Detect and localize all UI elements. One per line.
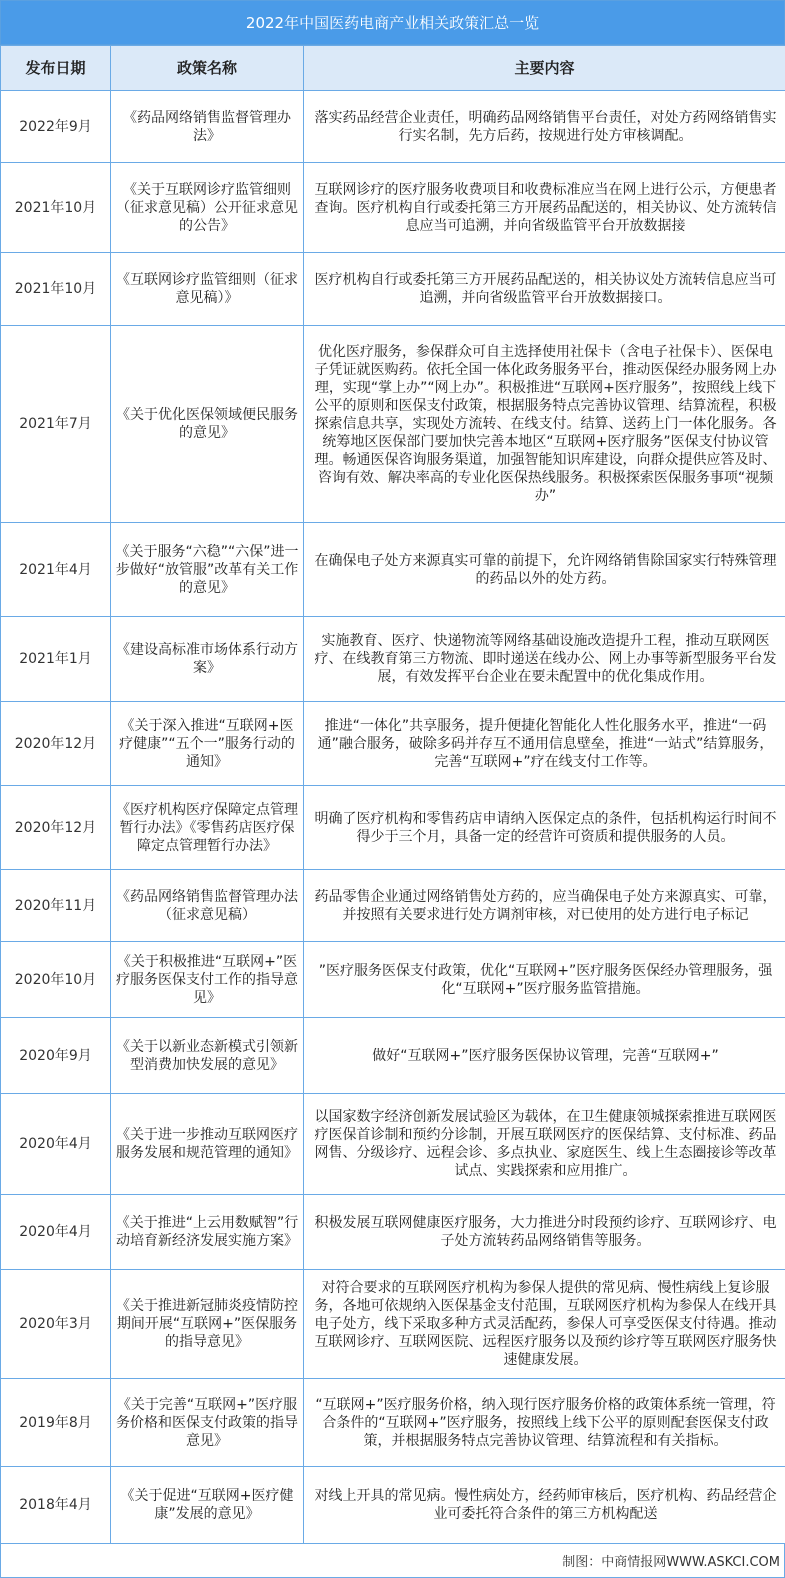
policy-content: 对线上开具的常见病。慢性病处方，经药师审核后，医疗机构、药品经营企业可委托符合条件的第三方机构配送: [304, 1467, 785, 1544]
policy-name: 《关于以新业态新模式引领新型消费加快发展的意见》: [111, 1018, 304, 1094]
policy-content: 药品零售企业通过网络销售处方药的，应当确保电子处方来源真实、可靠，并按照有关要求进行处方调剂审核，对已使用的处方进行电子标记: [304, 870, 785, 942]
table-row: [1, 1270, 785, 1379]
policy-name: 《关于深入推进“互联网+医疗健康”“五个一”服务行动的通知》: [111, 702, 304, 786]
header-row: [1, 46, 785, 91]
table-row: [1, 1379, 785, 1467]
table-row: [1, 91, 785, 163]
policy-content: 优化医疗服务，参保群众可自主选择使用社保卡（含电子社保卡）、医保电子凭证就医购药。依托全国一体化政务服务平台，推动医保经办服务网上办理，实现“掌上办”“网上办”。积极推进“互联网+医疗服务”，按照线上线下公平的原则和医保支付政策，根据服务特点完善协议管理、结算流程，积极探索信息共享，实现处方流转、在线支付。结算、送药上门一体化服务。各统筹地区医保部门要加快完善本地区“互联网+医疗服务”医保支付协议管理。畅通医保咨询服务渠道，加强智能知识库建设，向群众提供应答及时、咨询有效、解决率高的专业化医保热线服务。积极探索医保服务事项“视频办”: [304, 326, 785, 523]
policy-name: 《互联网诊疗监管细则（征求意见稿）》: [111, 253, 304, 326]
policy-date: 2020年11月: [1, 870, 111, 942]
table-row: [1, 1018, 785, 1094]
policy-date: 2022年9月: [1, 91, 111, 163]
policy-name: 《关于积极推进“互联网+”医疗服务医保支付工作的指导意见》: [111, 942, 304, 1018]
policy-content: 推进“一体化”共享服务，提升便捷化智能化人性化服务水平，推进“一码通”融合服务，破除多码并存互不通用信息壁垒，推进“一站式”结算服务，完善“互联网+”疗在线支付工作等。: [304, 702, 785, 786]
policy-content: 实施教育、医疗、快递物流等网络基础设施改造提升工程，推动互联网医疗、在线教育第三方物流、即时递送在线办公、网上办事等新型服务平台发展，有效发挥平台企业在要未配置中的优化集成作用。: [304, 617, 785, 702]
policy-name: 《关于优化医保领域便民服务的意见》: [111, 326, 304, 523]
policy-date: 2020年12月: [1, 702, 111, 786]
table-row: [1, 523, 785, 617]
policy-name: 《关于互联网诊疗监管细则（征求意见稿）公开征求意见的公告》: [111, 163, 304, 253]
policy-content: 在确保电子处方来源真实可靠的前提下，允许网络销售除国家实行特殊管理的药品以外的处方药。: [304, 523, 785, 617]
table-row: [1, 1094, 785, 1195]
table-row: [1, 702, 785, 786]
policy-date: 2020年4月: [1, 1094, 111, 1195]
table-row: [1, 1195, 785, 1270]
policy-name: 《关于推进新冠肺炎疫情防控期间开展“互联网+”医保服务的指导意见》: [111, 1270, 304, 1379]
policy-content: 以国家数字经济创新发展试验区为载体，在卫生健康领城探索推进互联网医疗医保首诊制和预约分诊制，开展互联网医疗的医保结算、支付标准、药品网售、分级诊疗、远程会诊、多点执业、家庭医生、线上生态圈接诊等改革试点、实践探索和应用推广。: [304, 1094, 785, 1195]
policy-date: 2021年7月: [1, 326, 111, 523]
policy-date: 2021年10月: [1, 253, 111, 326]
policy-date: 2020年3月: [1, 1270, 111, 1379]
policy-content: 落实药品经营企业责任，明确药品网络销售平台责任，对处方药网络销售实行实名制，先方后药，按规进行处方审核调配。: [304, 91, 785, 163]
table-title: 2022年中国医药电商产业相关政策汇总一览: [0, 0, 785, 45]
policy-name: 《药品网络销售监督管理办法》: [111, 91, 304, 163]
table-row: [1, 253, 785, 326]
policy-date: 2020年4月: [1, 1195, 111, 1270]
header-name: 政策名称: [111, 46, 304, 91]
table-row: [1, 1467, 785, 1544]
policy-date: 2021年10月: [1, 163, 111, 253]
policy-table: [0, 45, 785, 1544]
table-row: [1, 326, 785, 523]
policy-content: ”医疗服务医保支付政策，优化“互联网+”医疗服务医保经办管理服务，强化“互联网+”医疗服务监管措施。: [304, 942, 785, 1018]
policy-name: 《关于进一步推动互联网医疗服务发展和规范管理的通知》: [111, 1094, 304, 1195]
table-row: [1, 617, 785, 702]
table-row: [1, 163, 785, 253]
policy-date: 2021年1月: [1, 617, 111, 702]
source-credit: 制图：中商情报网WWW.ASKCI.COM: [0, 1544, 785, 1578]
policy-name: 《建设高标准市场体系行动方案》: [111, 617, 304, 702]
table-row: [1, 786, 785, 870]
policy-date: 2020年10月: [1, 942, 111, 1018]
policy-name: 《关于促进“互联网+医疗健康”发展的意见》: [111, 1467, 304, 1544]
policy-content: 做好“互联网+”医疗服务医保协议管理，完善“互联网+”: [304, 1018, 785, 1094]
policy-date: 2021年4月: [1, 523, 111, 617]
policy-content: “互联网+”医疗服务价格，纳入现行医疗服务价格的政策体系统一管理，符合条件的“互联网+”医疗服务，按照线上线下公平的原则配套医保支付政策，并根据服务特点完善协议管理、结算流程和有关指标。: [304, 1379, 785, 1467]
policy-date: 2020年9月: [1, 1018, 111, 1094]
policy-name: 《关于服务“六稳”“六保”进一步做好“放管服”改革有关工作的意见》: [111, 523, 304, 617]
header-date: 发布日期: [1, 46, 111, 91]
policy-name: 《医疗机构医疗保障定点管理暂行办法》《零售药店医疗保障定点管理暂行办法》: [111, 786, 304, 870]
policy-content: 医疗机构自行或委托第三方开展药品配送的，相关协议处方流转信息应当可追溯，并向省级监管平台开放数据接口。: [304, 253, 785, 326]
policy-date: 2018年4月: [1, 1467, 111, 1544]
policy-content: 明确了医疗机构和零售药店申请纳入医保定点的条件，包括机构运行时间不得少于三个月，具备一定的经营许可资质和提供服务的人员。: [304, 786, 785, 870]
header-content: 主要内容: [304, 46, 785, 91]
policy-content: 对符合要求的互联网医疗机构为参保人提供的常见病、慢性病线上复诊服务，各地可依规纳入医保基金支付范围，互联网医疗机构为参保人在线开具电子处方，线下采取多种方式灵活配药，参保人可享受医保支付待遇。推动互联网诊疗、互联网医院、远程医疗服务以及预约诊疗等互联网医疗服务快速健康发展。: [304, 1270, 785, 1379]
policy-date: 2019年8月: [1, 1379, 111, 1467]
policy-name: 《关于完善“互联网+”医疗服务价格和医保支付政策的指导意见》: [111, 1379, 304, 1467]
table-row: [1, 870, 785, 942]
policy-name: 《关于推进“上云用数赋智”行动培育新经济发展实施方案》: [111, 1195, 304, 1270]
policy-content: 互联网诊疗的医疗服务收费项目和收费标准应当在网上进行公示，方便患者查询。医疗机构自行或委托第三方开展药品配送的，相关协议、处方流转信息应当可追溯，并向省级监管平台开放数据接: [304, 163, 785, 253]
policy-name: 《药品网络销售监督管理办法（征求意见稿）: [111, 870, 304, 942]
table-row: [1, 942, 785, 1018]
policy-content: 积极发展互联网健康医疗服务，大力推进分时段预约诊疗、互联网诊疗、电子处方流转药品网络销售等服务。: [304, 1195, 785, 1270]
policy-date: 2020年12月: [1, 786, 111, 870]
